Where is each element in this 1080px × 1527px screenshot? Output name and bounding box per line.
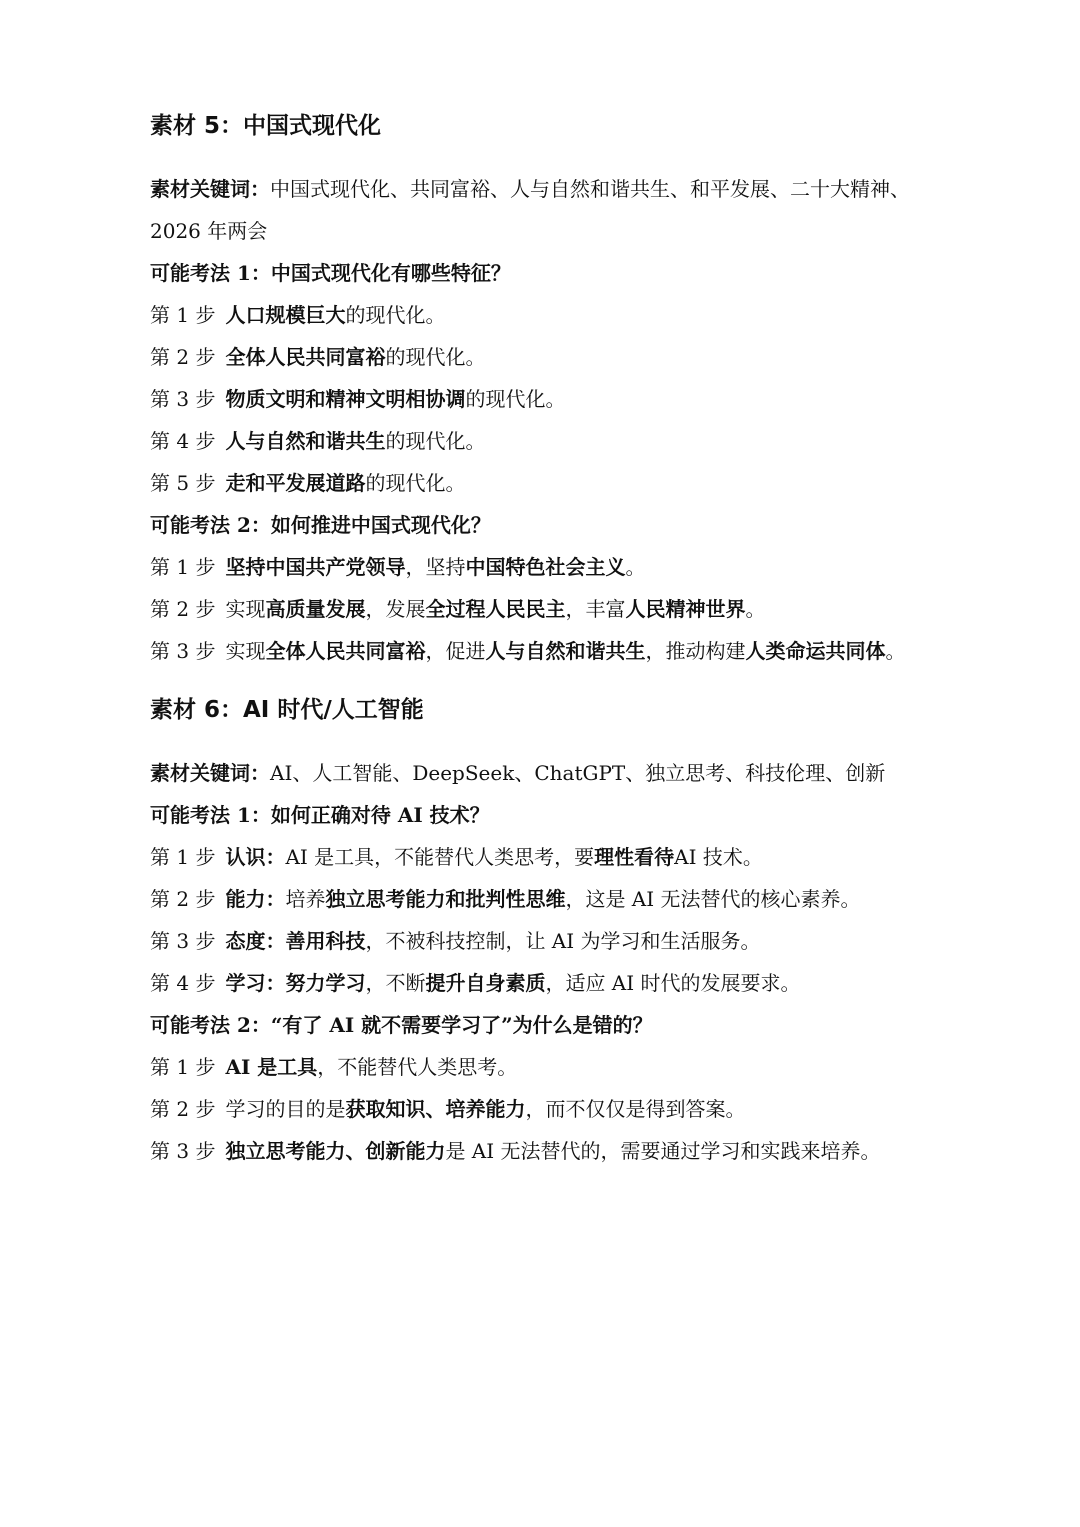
step-text: 是 AI 无法替代的，需要通过学习和实践来培养。 <box>445 1139 881 1163</box>
question-line <box>150 504 950 546</box>
step-number: 第 4 步 <box>150 971 216 995</box>
step-line <box>150 1046 930 1088</box>
step-text: ，而不仅仅是得到答案。 <box>525 1097 746 1121</box>
step-line <box>150 294 930 336</box>
step-number: 第 2 步 <box>150 597 216 621</box>
step-line <box>150 630 930 672</box>
step-number: 第 2 步 <box>150 345 216 369</box>
step-text: 实现 <box>225 597 266 621</box>
step-number: 第 3 步 <box>150 929 216 953</box>
step-text: 的现代化。 <box>345 303 446 327</box>
step-bold-text: 人与自然和谐共生 <box>485 639 646 663</box>
step-text: ，发展 <box>365 597 426 621</box>
step-number: 第 1 步 <box>150 845 216 869</box>
step-number: 第 1 步 <box>150 303 216 327</box>
step-bold-text: 人口规模巨大 <box>225 303 346 327</box>
step-text: 。 <box>745 597 766 621</box>
step-bold-text: 全体人民共同富裕 <box>225 345 386 369</box>
step-line <box>150 1130 930 1172</box>
step-line <box>150 920 930 962</box>
step-bold-text: 能力： <box>225 887 286 911</box>
step-bold-text: 努力学习 <box>285 971 366 995</box>
keywords-line <box>150 752 930 794</box>
question-title: 可能考法 1：如何正确对待 AI 技术？ <box>150 803 490 827</box>
step-text: ，不能替代人类思考。 <box>317 1055 518 1079</box>
step-line <box>150 546 930 588</box>
step-text: ，推动构建 <box>645 639 746 663</box>
step-number: 第 2 步 <box>150 887 216 911</box>
step-bold-text: 提升自身素质 <box>425 971 546 995</box>
keywords-line <box>150 168 930 252</box>
step-line <box>150 378 930 420</box>
question-title: 可能考法 1：中国式现代化有哪些特征？ <box>150 261 511 285</box>
step-number: 第 3 步 <box>150 387 216 411</box>
step-text: ，不断 <box>365 971 426 995</box>
step-line <box>150 462 930 504</box>
step-text: 。 <box>885 639 906 663</box>
question-line <box>150 1004 950 1046</box>
step-line <box>150 878 930 920</box>
step-bold-text: 认识： <box>225 845 286 869</box>
step-text: AI 是工具，不能替代人类思考，要 <box>285 845 595 869</box>
section-title: 素材 5：中国式现代化 <box>150 113 382 139</box>
step-text: ，适应 AI 时代的发展要求。 <box>545 971 801 995</box>
question-line <box>150 252 950 294</box>
step-line <box>150 962 930 1004</box>
step-text: ，丰富 <box>565 597 626 621</box>
step-number: 第 1 步 <box>150 1055 216 1079</box>
step-text: 的现代化。 <box>365 471 466 495</box>
question-line <box>150 794 950 836</box>
document-page <box>150 110 950 1172</box>
step-number: 第 5 步 <box>150 471 216 495</box>
step-bold-text: 中国特色社会主义 <box>465 555 626 579</box>
question-title: 可能考法 2：“有了 AI 就不需要学习了”为什么是错的？ <box>150 1013 653 1037</box>
step-number: 第 1 步 <box>150 555 216 579</box>
step-number: 第 3 步 <box>150 1139 216 1163</box>
step-bold-text: 走和平发展道路 <box>225 471 366 495</box>
step-bold-text: 获取知识、培养能力 <box>345 1097 526 1121</box>
step-text: 的现代化。 <box>385 429 486 453</box>
step-line <box>150 420 930 462</box>
step-text: 的现代化。 <box>465 387 566 411</box>
step-text: 学习的目的是 <box>225 1097 346 1121</box>
keywords-text: 中国式现代化、共同富裕、人与自然和谐共生、和平发展、二十大精神、2026 年两会 <box>150 177 910 243</box>
keywords-label: 素材关键词： <box>150 761 270 785</box>
step-bold-text: 人民精神世界 <box>625 597 746 621</box>
keywords-label: 素材关键词： <box>150 177 270 201</box>
step-number: 第 4 步 <box>150 429 216 453</box>
step-bold-text: 坚持中国共产党领导 <box>225 555 406 579</box>
step-text: 实现 <box>225 639 266 663</box>
step-line <box>150 836 930 878</box>
step-bold-text: 物质文明和精神文明相协调 <box>225 387 466 411</box>
step-bold-text: AI 是工具 <box>225 1055 318 1079</box>
step-text: ，不被科技控制，让 AI 为学习和生活服务。 <box>365 929 761 953</box>
step-bold-text: 全过程人民民主 <box>425 597 566 621</box>
question-title: 可能考法 2：如何推进中国式现代化？ <box>150 513 491 537</box>
step-text: ，促进 <box>425 639 486 663</box>
step-line <box>150 588 930 630</box>
step-bold-text: 独立思考能力、创新能力 <box>225 1139 446 1163</box>
step-bold-text: 人类命运共同体 <box>745 639 886 663</box>
step-bold-text: 学习： <box>225 971 286 995</box>
step-text: AI 技术。 <box>674 845 763 869</box>
step-text: 。 <box>625 555 646 579</box>
step-bold-text: 态度： <box>225 929 286 953</box>
step-bold-text: 全体人民共同富裕 <box>265 639 426 663</box>
step-text: ，这是 AI 无法替代的核心素养。 <box>565 887 861 911</box>
step-text: 培养 <box>285 887 326 911</box>
step-text: 的现代化。 <box>385 345 486 369</box>
step-bold-text: 独立思考能力和批判性思维 <box>325 887 566 911</box>
step-bold-text: 善用科技 <box>285 929 366 953</box>
step-line <box>150 336 930 378</box>
step-bold-text: 理性看待 <box>594 845 675 869</box>
step-text: ，坚持 <box>405 555 466 579</box>
step-number: 第 3 步 <box>150 639 216 663</box>
keywords-text: AI、人工智能、DeepSeek、ChatGPT、独立思考、科技伦理、创新 <box>270 761 886 785</box>
title-gap <box>150 142 950 168</box>
section-title: 素材 6：AI 时代/人工智能 <box>150 697 424 723</box>
section-gap <box>150 672 950 694</box>
title-gap <box>150 726 950 752</box>
step-number: 第 2 步 <box>150 1097 216 1121</box>
step-line <box>150 1088 930 1130</box>
step-bold-text: 高质量发展 <box>265 597 366 621</box>
step-bold-text: 人与自然和谐共生 <box>225 429 386 453</box>
